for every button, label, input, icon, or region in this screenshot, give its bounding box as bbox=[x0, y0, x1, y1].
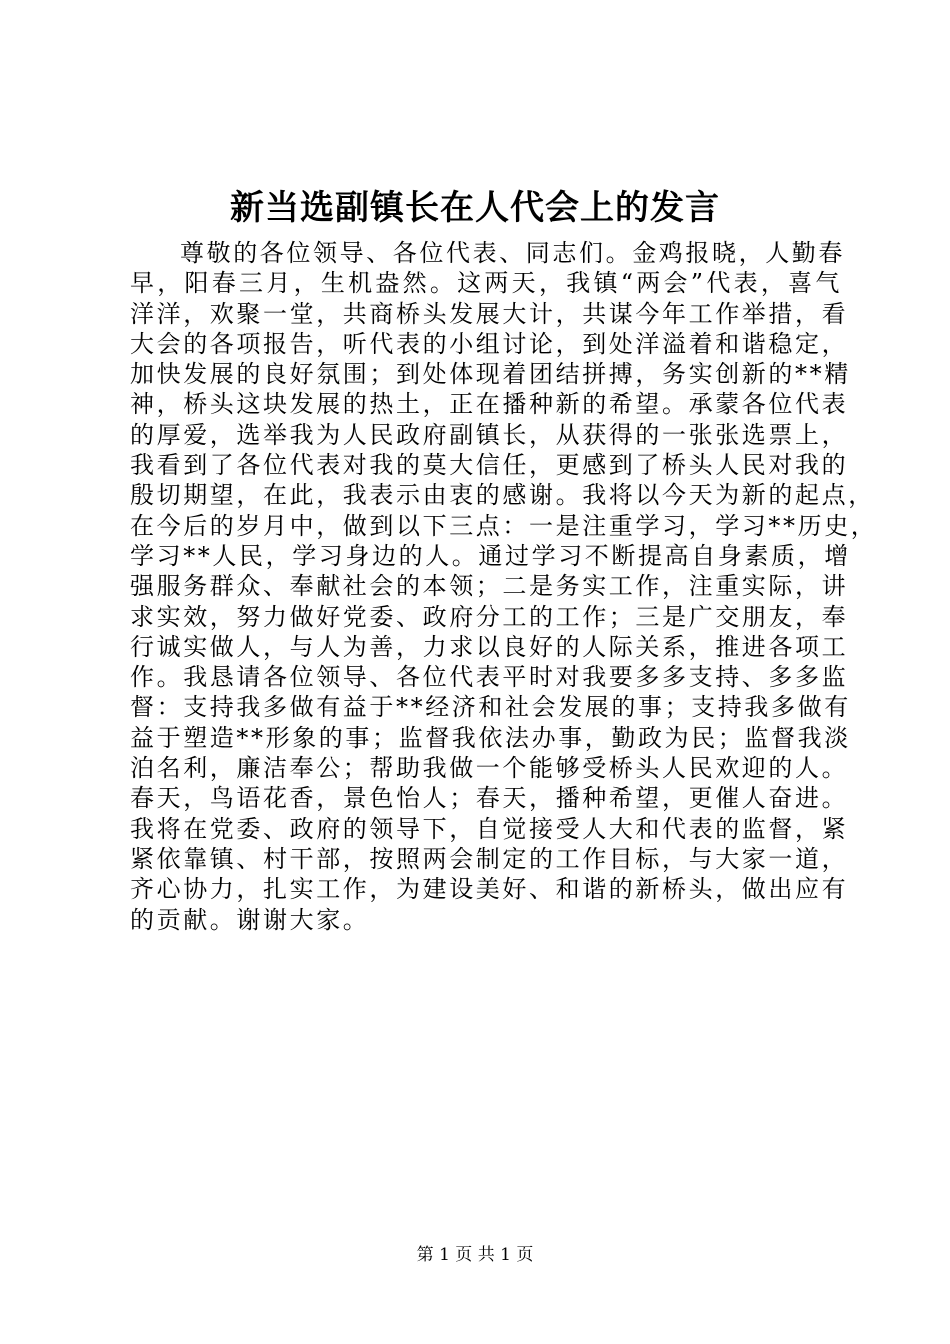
page-title: 新当选副镇长在人代会上的发言 bbox=[230, 188, 720, 228]
text-line: 尊敬的各位领导、各位代表、同志们。金鸡报晓，人勤春 bbox=[180, 239, 845, 267]
text-line: 大会的各项报告，听代表的小组讨论，到处洋溢着和谐稳定， bbox=[130, 329, 849, 358]
text-line: 我将在党委、政府的领导下，自觉接受人大和代表的监督，紧 bbox=[130, 814, 849, 843]
text-line: 殷切期望，在此，我表示由衷的感谢。我将以今天为新的起点， bbox=[130, 481, 875, 510]
text-line: 加快发展的良好氛围；到处体现着团结拼搏，务实创新的**精 bbox=[130, 360, 851, 389]
speech-body bbox=[130, 238, 878, 935]
text-line: 我看到了各位代表对我的莫大信任，更感到了桥头人民对我的 bbox=[130, 451, 849, 480]
text-line: 齐心协力，扎实工作，为建设美好、和谐的新桥头，做出应有 bbox=[130, 875, 849, 904]
text-line: 学习**人民，学习身边的人。通过学习不断提高自身素质，增 bbox=[130, 541, 851, 570]
text-line: 春天，鸟语花香，景色怡人；春天，播种希望，更催人奋进。 bbox=[130, 784, 849, 813]
page-number-footer: 第 1 页 共 1 页 bbox=[416, 1245, 534, 1265]
text-line: 作。我恳请各位领导、各位代表平时对我要多多支持、多多监 bbox=[130, 663, 849, 692]
text-line: 洋洋，欢聚一堂，共商桥头发展大计，共谋今年工作举措，看 bbox=[130, 299, 849, 328]
text-line: 行诚实做人，与人为善，力求以良好的人际关系，推进各项工 bbox=[130, 632, 849, 661]
text-line: 泊名利，廉洁奉公；帮助我做一个能够受桥头人民欢迎的人。 bbox=[130, 754, 849, 783]
text-line: 在今后的岁月中，做到以下三点：一是注重学习，学习**历史， bbox=[130, 511, 878, 540]
text-line: 求实效，努力做好党委、政府分工的工作；三是广交朋友，奉 bbox=[130, 602, 849, 631]
text-line: 督：支持我多做有益于**经济和社会发展的事；支持我多做有 bbox=[130, 693, 851, 722]
text-line: 神，桥头这块发展的热土，正在播种新的希望。承蒙各位代表 bbox=[130, 390, 849, 419]
text-line: 的厚爱，选举我为人民政府副镇长，从获得的一张张选票上， bbox=[130, 420, 849, 449]
text-line: 益于塑造**形象的事；监督我依法办事，勤政为民；监督我淡 bbox=[130, 723, 851, 752]
text-line: 早，阳春三月，生机盎然。这两天，我镇“两会”代表，喜气 bbox=[130, 269, 842, 298]
text-line: 紧依靠镇、村干部，按照两会制定的工作目标，与大家一道， bbox=[130, 844, 849, 873]
text-line: 的贡献。谢谢大家。 bbox=[130, 905, 370, 934]
text-line: 强服务群众、奉献社会的本领；二是务实工作，注重实际，讲 bbox=[130, 572, 849, 601]
